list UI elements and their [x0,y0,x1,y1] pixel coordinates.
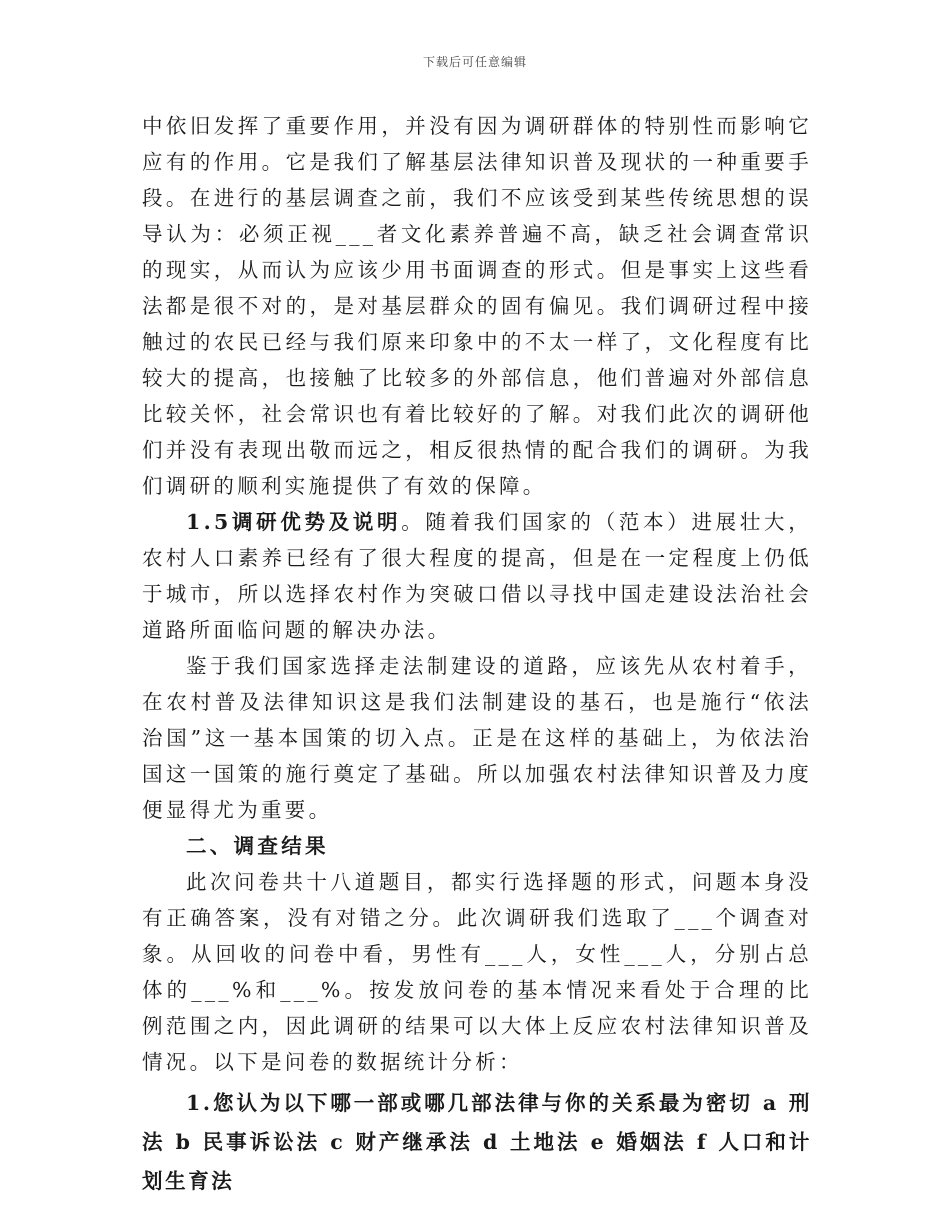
paragraph-research-advantage [142,504,812,648]
paragraph-research-advantage-text: 。随着我们国家的（范本）进展壮大，农村人口素养已经有了很大程度的提高，但是在一定程度上仍低于城市，所以选择农村作为突破口借以寻找中国走建设法治社会道路所面临问题的解决办法。 [142,510,812,642]
paragraph-survey-overview: 此次问卷共十八道题目，都实行选择题的形式，问题本身没有正确答案，没有对错之分。此次调研我们选取了___个调查对象。从回收的问卷中看，男性有___人，女性___人，分别占总体的___%和___%。按发放问卷的基本情况来看处于合理的比例范围之内，因此调研的结果可以大体上反应农村法律知识普及情况。以下是问卷的数据统计分析： [142,870,812,1074]
paragraph-rule-of-law: 鉴于我们国家选择走法制建设的道路，应该先从农村着手，在农村普及法律知识这是我们法制建设的基石，也是施行“依法治国”这一基本国策的切入点。正是在这样的基础上，为依法治国这一国策的施行奠定了基础。所以加强农村法律知识普及力度便显得尤为重要。 [142,654,812,822]
document-body [142,108,812,1201]
page-header: 下载后可任意编辑 [422,55,527,69]
paragraph-survey-method: 中依旧发挥了重要作用，并没有因为调研群体的特别性而影响它应有的作用。它是我们了解基层法律知识普及现状的一种重要手段。在进行的基层调查之前，我们不应该受到某些传统思想的误导认为：必须正视___者文化素养普遍不高，缺乏社会调查常识的现实，从而认为应该少用书面调查的形式。但是事实上这些看法都是很不对的，是对基层群众的固有偏见。我们调研过程中接触过的农民已经与我们原来印象中的不太一样了，文化程度有比较大的提高，也接触了比较多的外部信息，他们普遍对外部信息比较关怀，社会常识也有着比较好的了解。对我们此次的调研他们并没有表现出敬而远之，相反很热情的配合我们的调研。为我们调研的顺利实施提供了有效的保障。 [142,114,812,498]
question-1: 1.您认为以下哪一部或哪几部法律与你的关系最为密切 a 刑法 b 民事诉讼法 c 财产继承法 d 土地法 e 婚姻法 f 人口和计划生育法 [142,1091,812,1193]
section-lead-1-5: 1.5调研优势及说明 [186,510,402,534]
section-heading-results: 二、调查结果 [186,834,329,858]
